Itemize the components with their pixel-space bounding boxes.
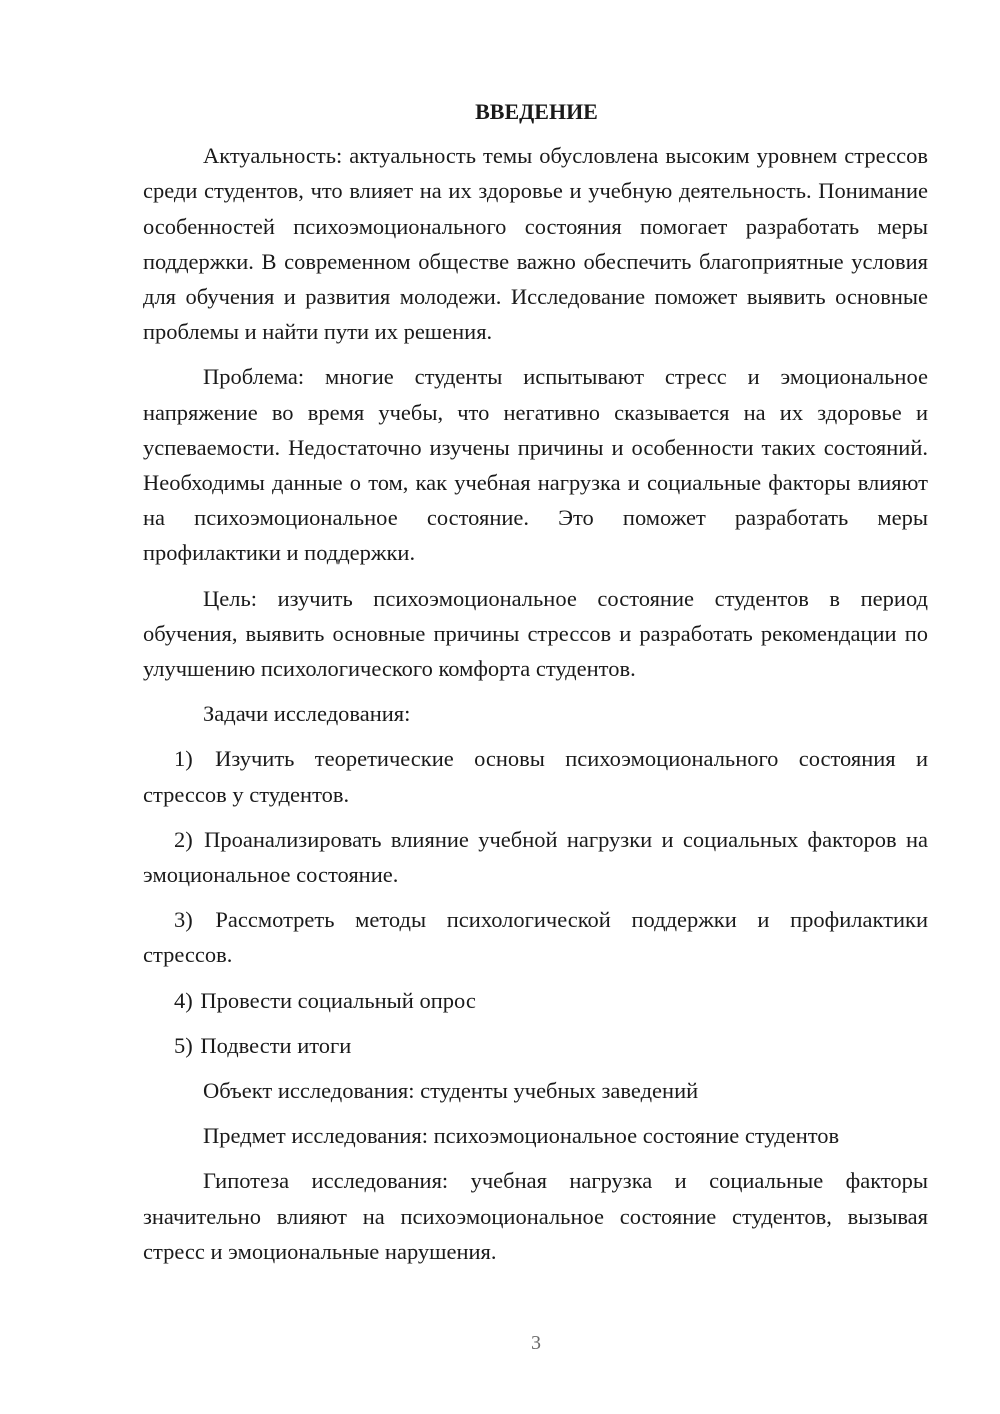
task-number: 5) — [174, 1032, 193, 1058]
section-heading: ВВЕДЕНИЕ — [475, 99, 598, 124]
relevance-paragraph: Актуальность: актуальность темы обусловлена высоким уровнем стрессов среди студентов, что влияет на их здоровье и учебную деятельность. Понимание особенностей психоэмоционального состояния помогает разработать меры поддержки. В современном обществе важно обеспечить благоприятные условия для обучения и развития молодежи. Исследование поможет выявить основные проблемы и найти пути их решения. — [143, 143, 928, 345]
goal-paragraph: Цель: изучить психоэмоциональное состояние студентов в период обучения, выявить основные причины стрессов и разработать рекомендации по улучшению психологического комфорта студентов. — [143, 585, 928, 682]
task-text: Изучить теоретические основы психоэмоционального состояния и стрессов у студентов. — [143, 746, 929, 807]
task-text: Рассмотреть методы психологической поддержки и профилактики стрессов. — [143, 907, 928, 968]
task-text: Подвести итоги — [200, 1032, 352, 1058]
task-item-1 — [143, 741, 928, 811]
task-item-4 — [143, 983, 928, 1018]
task-text: Проанализировать влияние учебной нагрузки и социальных факторов на эмоциональное состояние. — [143, 826, 929, 888]
page-number: 3 — [531, 1332, 541, 1354]
task-item-2 — [143, 822, 928, 892]
task-item-5 — [143, 1028, 928, 1063]
task-number: 4) — [174, 987, 193, 1013]
research-object: Объект исследования: студенты учебных заведений — [203, 1078, 699, 1104]
research-hypothesis: Гипотеза исследования: учебная нагрузка и социальные факторы значительно влияют на психоэмоциональное состояние студентов, вызывая стресс и эмоциональные нарушения. — [143, 1168, 928, 1264]
problem-paragraph: Проблема: многие студенты испытывают стресс и эмоциональное напряжение во время учебы, что негативно сказывается на их здоровье и успеваемости. Недостаточно изучены причины и особенности таких состояний. Необходимы данные о том, как учебная нагрузка и социальные факторы влияют на психоэмоциональное состояние. Это поможет разработать меры профилактики и поддержки. — [143, 364, 928, 566]
task-number: 3) — [174, 907, 193, 933]
task-number: 1) — [174, 746, 193, 772]
task-number: 2) — [174, 826, 193, 852]
task-item-3 — [143, 902, 928, 972]
page-content — [143, 94, 928, 1269]
research-subject: Предмет исследования: психоэмоциональное состояние студентов — [203, 1123, 840, 1149]
task-text: Провести социальный опрос — [200, 987, 476, 1013]
tasks-title: Задачи исследования: — [203, 701, 411, 727]
